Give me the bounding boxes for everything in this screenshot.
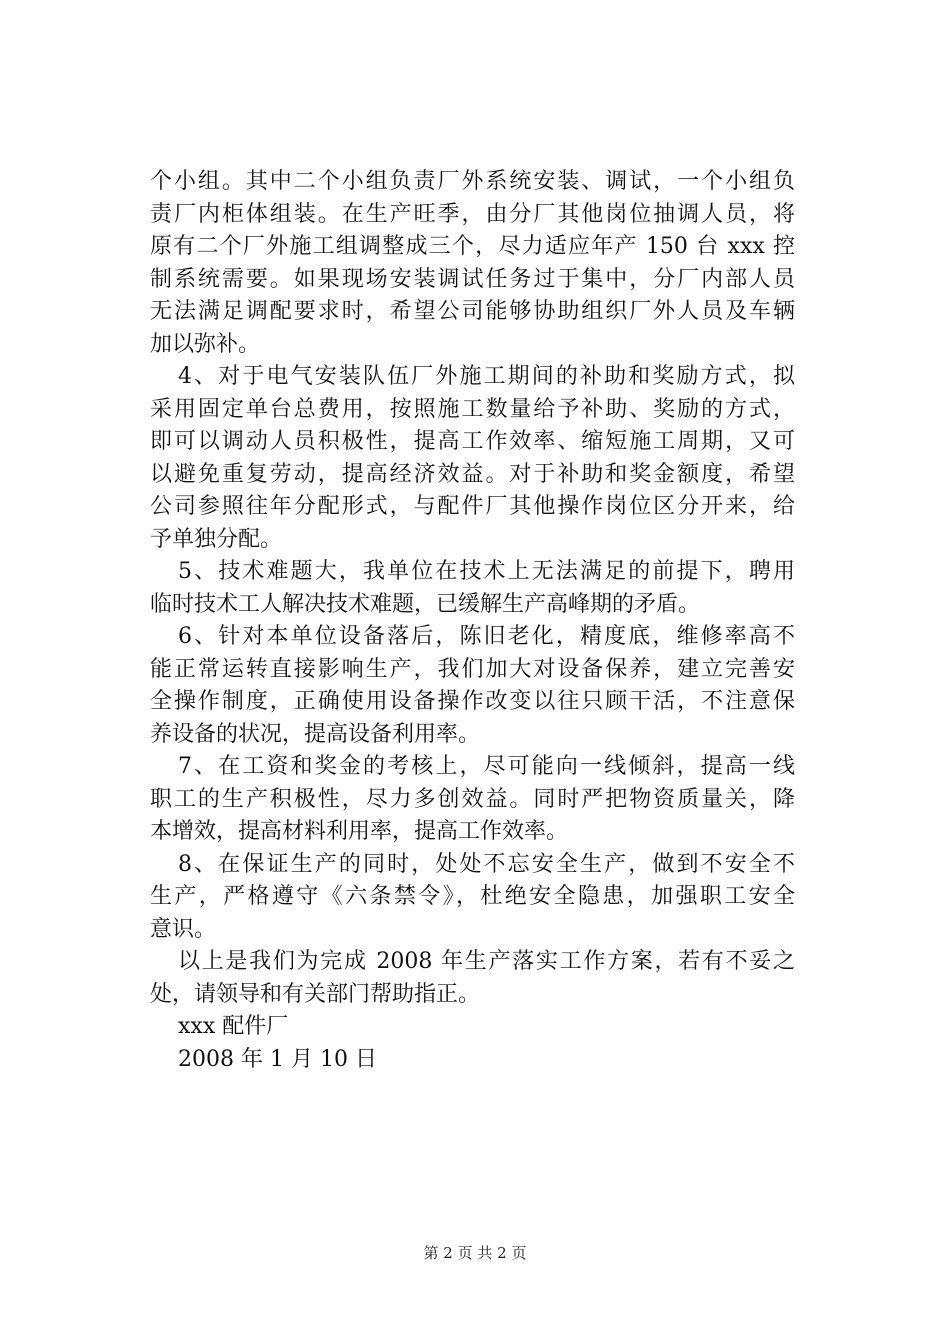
- text-line: 能正常运转直接影响生产，我们加大对设备保养，建立完善安: [150, 656, 795, 682]
- text-line: 以上是我们为完成 2008 年生产落实工作方案，若有不妥之: [178, 949, 795, 974]
- text-line: 意识。: [150, 916, 217, 942]
- text-line: 予单独分配。: [150, 526, 283, 552]
- text-line: 无法满足调配要求时，希望公司能够协助组织厂外人员及车辆: [150, 299, 795, 324]
- text-line: 养设备的状况，提高设备利用率。: [150, 721, 481, 747]
- text-line: 个小组。其中二个小组负责厂外系统安装、调试，一个小组负: [150, 169, 795, 194]
- text-line: 5、技术难题大，我单位在技术上无法满足的前提下，聘用: [178, 559, 795, 584]
- text-line: 职工的生产积极性，尽力多创效益。同时严把物资质量关，降: [150, 786, 795, 812]
- text-line: 制系统需要。如果现场安装调试任务过于集中，分厂内部人员: [150, 266, 795, 292]
- text-line: 7、在工资和奖金的考核上，尽可能向一线倾斜，提高一线: [178, 754, 795, 779]
- text-line: 生产，严格遵守《六条禁令》，杜绝安全隐患，加强职工安全: [150, 884, 795, 909]
- text-line: 8、在保证生产的同时，处处不忘安全生产，做到不安全不: [178, 851, 795, 877]
- text-line: 全操作制度，正确使用设备操作改变以往只顾干活，不注意保: [150, 689, 795, 714]
- text-line: 公司参照往年分配形式，与配件厂其他操作岗位区分开来，给: [150, 494, 795, 519]
- text-line: 本增效，提高材料利用率，提高工作效率。: [150, 819, 569, 844]
- text-line: 以避免重复劳动，提高经济效益。对于补助和奖金额度，希望: [150, 461, 795, 487]
- text-line: xxx 配件厂: [178, 1014, 289, 1039]
- text-line: 4、对于电气安装队伍厂外施工期间的补助和奖励方式，拟: [178, 364, 795, 389]
- text-line: 责厂内柜体组装。在生产旺季，由分厂其他岗位抽调人员，将: [150, 201, 795, 227]
- text-line: 原有二个厂外施工组调整成三个，尽力适应年产 150 台 xxx 控: [150, 234, 795, 259]
- page-footer: 第 2 页 共 2 页: [423, 1244, 527, 1262]
- text-line: 6、针对本单位设备落后，陈旧老化，精度底，维修率高不: [178, 624, 795, 649]
- text-line: 2008 年 1 月 10 日: [178, 1046, 377, 1072]
- text-line: 加以弥补。: [150, 331, 261, 357]
- text-line: 临时技术工人解决技术难题，已缓解生产高峰期的矛盾。: [150, 591, 701, 617]
- text-line: 采用固定单台总费用，按照施工数量给予补助、奖励的方式，: [150, 396, 795, 422]
- document-body: [150, 166, 795, 1076]
- text-line: 处，请领导和有关部门帮助指正。: [150, 981, 481, 1007]
- text-line: 即可以调动人员积极性，提高工作效率、缩短施工周期，又可: [150, 429, 795, 454]
